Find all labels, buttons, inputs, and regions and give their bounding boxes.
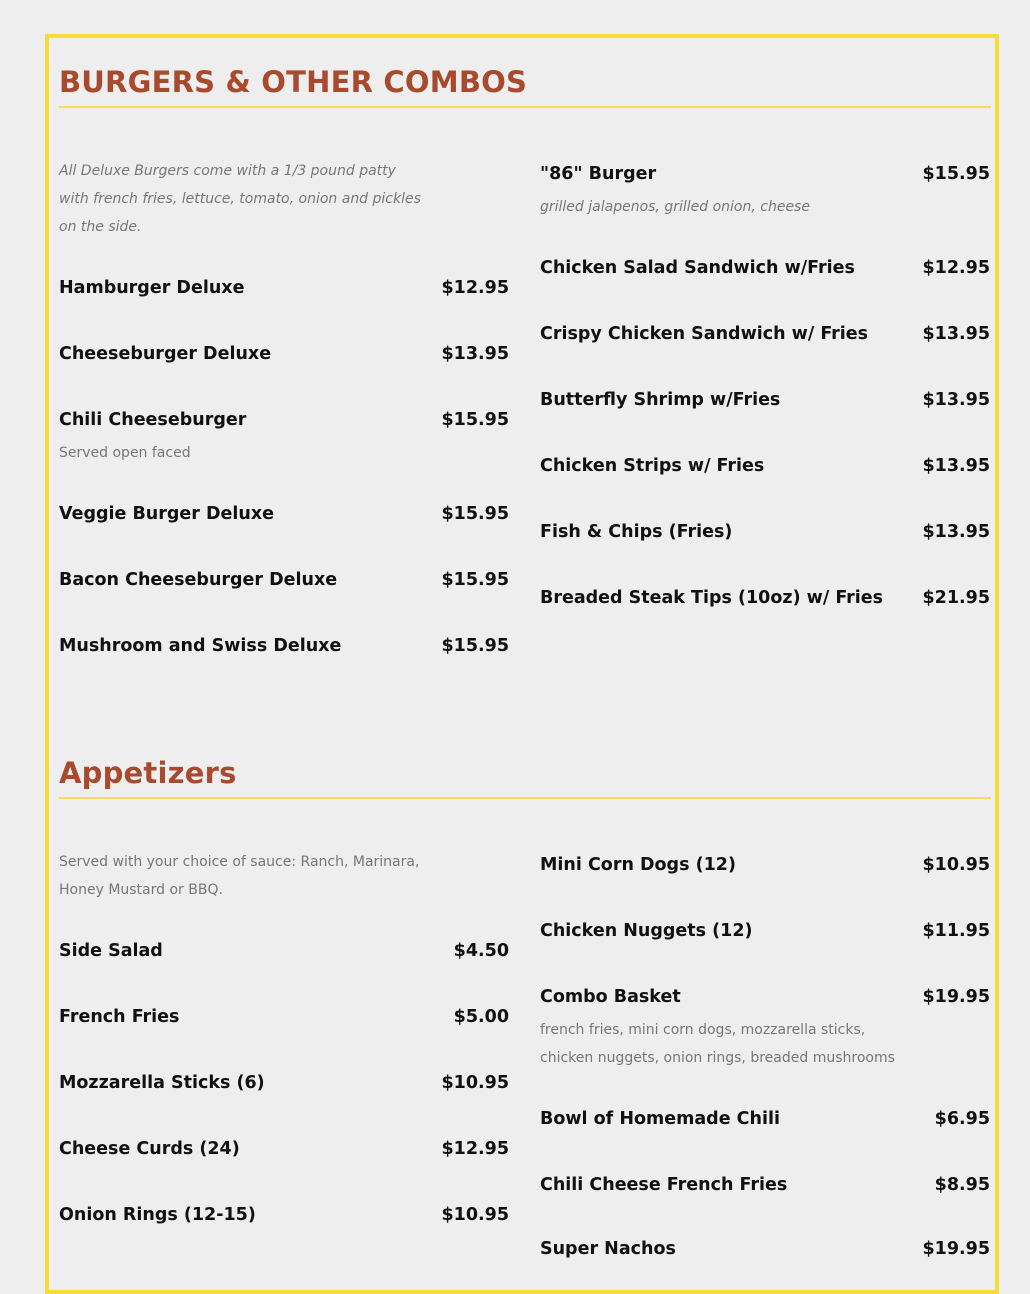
menu-item-desc: grilled jalapenos, grilled onion, cheese xyxy=(540,199,810,215)
menu-item-price: $15.95 xyxy=(441,636,509,656)
section-title-burgers: BURGERS & OTHER COMBOS xyxy=(59,62,991,108)
menu-item-name: Mozzarella Sticks (6) xyxy=(59,1073,265,1093)
menu-item-name: "86" Burger xyxy=(540,164,657,184)
section-intro-burgers: All Deluxe Burgers come with a 1/3 pound patty with french fries, lettuce, tomato, onion and pickles on the side. xyxy=(59,163,421,235)
section-intro-appetizers: Served with your choice of sauce: Ranch, Marinara, Honey Mustard or BBQ. xyxy=(59,854,420,898)
menu-item-desc: Served open faced xyxy=(59,445,191,461)
menu-item-name: Mushroom and Swiss Deluxe xyxy=(59,636,342,656)
menu-item-name: Chicken Nuggets (12) xyxy=(540,921,753,941)
menu-item-name: Chili Cheeseburger xyxy=(59,410,247,430)
menu-item-name: Chili Cheese French Fries xyxy=(540,1175,788,1195)
menu-item-name: Veggie Burger Deluxe xyxy=(59,504,275,524)
menu-item-name: Cheese Curds (24) xyxy=(59,1139,240,1159)
menu-item-price: $12.95 xyxy=(441,278,509,298)
menu-item-name: Bowl of Homemade Chili xyxy=(540,1109,780,1129)
menu-item-name: Butterfly Shrimp w/Fries xyxy=(540,390,781,410)
menu-item-price: $13.95 xyxy=(922,324,990,344)
menu-item-name: Super Nachos xyxy=(540,1239,676,1259)
menu-item-price: $13.95 xyxy=(441,344,509,364)
menu-item-price: $6.95 xyxy=(934,1109,990,1129)
menu-item-name: Mini Corn Dogs (12) xyxy=(540,855,736,875)
menu-item-price: $15.95 xyxy=(441,410,509,430)
menu-item-name: Chicken Salad Sandwich w/Fries xyxy=(540,258,855,278)
menu-item-price: $21.95 xyxy=(922,588,990,608)
menu-item-price: $15.95 xyxy=(922,164,990,184)
menu-item-price: $8.95 xyxy=(934,1175,990,1195)
section-title-appetizers: Appetizers xyxy=(59,753,991,799)
menu-item-price: $13.95 xyxy=(922,456,990,476)
menu-item-price: $19.95 xyxy=(922,987,990,1007)
menu-item-price: $15.95 xyxy=(441,504,509,524)
menu-item-price: $10.95 xyxy=(441,1073,509,1093)
menu-item-price: $12.95 xyxy=(441,1139,509,1159)
menu-item-price: $10.95 xyxy=(441,1205,509,1225)
menu-item-price: $19.95 xyxy=(922,1239,990,1259)
menu-item-name: Breaded Steak Tips (10oz) w/ Fries xyxy=(540,588,884,608)
menu-item-price: $11.95 xyxy=(922,921,990,941)
menu-item-price: $13.95 xyxy=(922,522,990,542)
menu-item-price: $15.95 xyxy=(441,570,509,590)
menu-item-name: Fish & Chips (Fries) xyxy=(540,522,733,542)
menu-item-name: Crispy Chicken Sandwich w/ Fries xyxy=(540,324,869,344)
menu-item-price: $12.95 xyxy=(922,258,990,278)
menu-item-name: Hamburger Deluxe xyxy=(59,278,245,298)
menu-item-price: $10.95 xyxy=(922,855,990,875)
menu-item-name: French Fries xyxy=(59,1007,180,1027)
menu-item-desc: french fries, mini corn dogs, mozzarella sticks, chicken nuggets, onion rings, breaded mushrooms xyxy=(540,1022,895,1066)
menu-item-name: Combo Basket xyxy=(540,987,681,1007)
menu-item-price: $5.00 xyxy=(453,1007,509,1027)
menu-item-name: Side Salad xyxy=(59,941,163,961)
menu-item-price: $13.95 xyxy=(922,390,990,410)
menu-item-name: Bacon Cheeseburger Deluxe xyxy=(59,570,338,590)
menu-item-name: Chicken Strips w/ Fries xyxy=(540,456,765,476)
menu-item-name: Cheeseburger Deluxe xyxy=(59,344,272,364)
menu-item-price: $4.50 xyxy=(453,941,509,961)
menu-item-name: Onion Rings (12-15) xyxy=(59,1205,256,1225)
